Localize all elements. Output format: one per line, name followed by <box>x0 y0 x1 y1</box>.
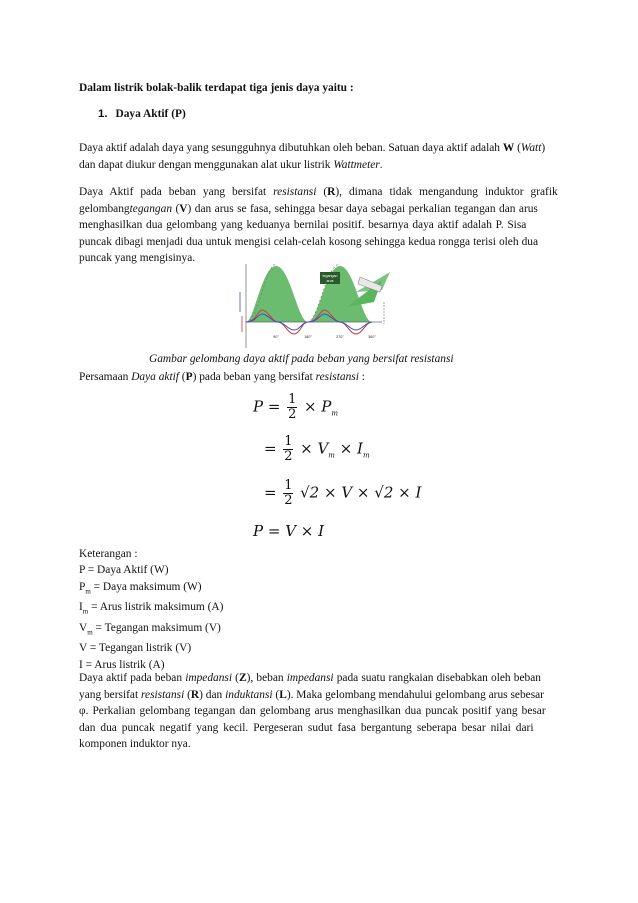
tick-label: 270° <box>336 335 344 339</box>
legend-label-arus: arus <box>326 279 334 283</box>
paragraph-line: Daya aktif adalah daya yang sesungguhnya dibutuhkan oleh beban. Satuan daya aktif adalah W (Watt) <box>79 142 546 154</box>
list-title: Daya Aktif (P) <box>115 108 186 120</box>
persamaan-line: Persamaan Daya aktif (P) pada beban yang bersifat resistansi : <box>79 371 365 383</box>
list-item-daya-aktif <box>98 108 186 120</box>
paragraph-resistive-load <box>79 184 561 267</box>
equation-2: = $\frac{1}{2}$ × $V_m \times I_m$ <box>264 434 370 464</box>
keterangan-item: $V_m$ = Tegangan maksimum (V) <box>79 621 221 637</box>
equation-4: P = V × I <box>253 522 325 540</box>
equation-1: P = $\frac{1}{2}$ × $P_m$ <box>253 392 339 422</box>
paragraph-line: menghasilkan dua gelombang yang keduanya bernilai positif. besarnya daya aktif adalah P. Sisa <box>79 219 527 232</box>
legend-label-tegangan: tegangan <box>322 274 338 278</box>
keterangan-item: V = Tegangan listrik (V) <box>79 642 192 655</box>
equation-3: = $\frac{1}{2}$ √2 × V × √2 × I <box>264 478 422 508</box>
paragraph-line: φ. Perkalian gelombang tegangan dan gelombang arus menghasilkan dua puncak positif yang besar <box>79 705 546 718</box>
keterangan-title: Keterangan : <box>79 548 138 560</box>
paragraph-line: dan dapat diukur dengan menggunakan alat ukur listrik Wattmeter. <box>79 158 383 171</box>
power-waveform-figure <box>232 262 397 350</box>
paragraph-line: yang bersifat resistansi (R) dan induktansi (L). Maka gelombang mendahului gelombang arus sebesar <box>79 688 544 701</box>
keterangan-item: $P_m$ = Daya maksimum (W) <box>79 580 202 595</box>
paragraph-impedance-load <box>79 670 561 753</box>
tick-label: 180° <box>304 335 312 339</box>
keterangan-item: I = Arus listrik (A) <box>79 658 165 671</box>
paragraph-line: Daya aktif pada beban impedansi (Z), beban impedansi pada suatu rangkaian disebabkan oleh beban <box>79 672 541 684</box>
paragraph-line: puncak yang mengisinya. <box>79 252 196 265</box>
paragraph-line: komponen induktor nya. <box>79 738 191 751</box>
list-number: 1. <box>98 108 108 120</box>
keterangan-item: P = Daya Aktif (W) <box>79 564 169 577</box>
paragraph-line: gelombangtegangan (V) dan arus se fasa, sehingga besar daya sebagai perkalian tegangan dan arus <box>79 202 538 215</box>
keterangan-item: $I_m$ = Arus listrik maksimum (A) <box>79 601 224 616</box>
keterangan-list <box>79 546 223 673</box>
section-heading: Dalam listrik bolak-balik terdapat tiga jenis daya yaitu : <box>79 82 354 94</box>
paragraph-definition <box>79 140 561 173</box>
paragraph-line: puncak dibagi menjadi dua untuk mengisi celah-celah kosong sehingga kedua rongga terisi oleh dua <box>79 235 539 248</box>
power-hump-1 <box>246 266 308 322</box>
paragraph-line: dan dua puncak negatif yang kecil. Pergeseran sudut fasa bergantung seberapa besar nilai dari <box>79 721 534 734</box>
figure-caption: Gambar gelombang daya aktif pada beban yang bersifat resistansi <box>149 353 454 365</box>
tick-label: 90° <box>273 335 279 339</box>
tick-label: 360° <box>368 335 376 339</box>
paragraph-line: Daya Aktif pada beban yang bersifat resistansi (R), dimana tidak mengandung induktor grafik <box>79 186 558 198</box>
